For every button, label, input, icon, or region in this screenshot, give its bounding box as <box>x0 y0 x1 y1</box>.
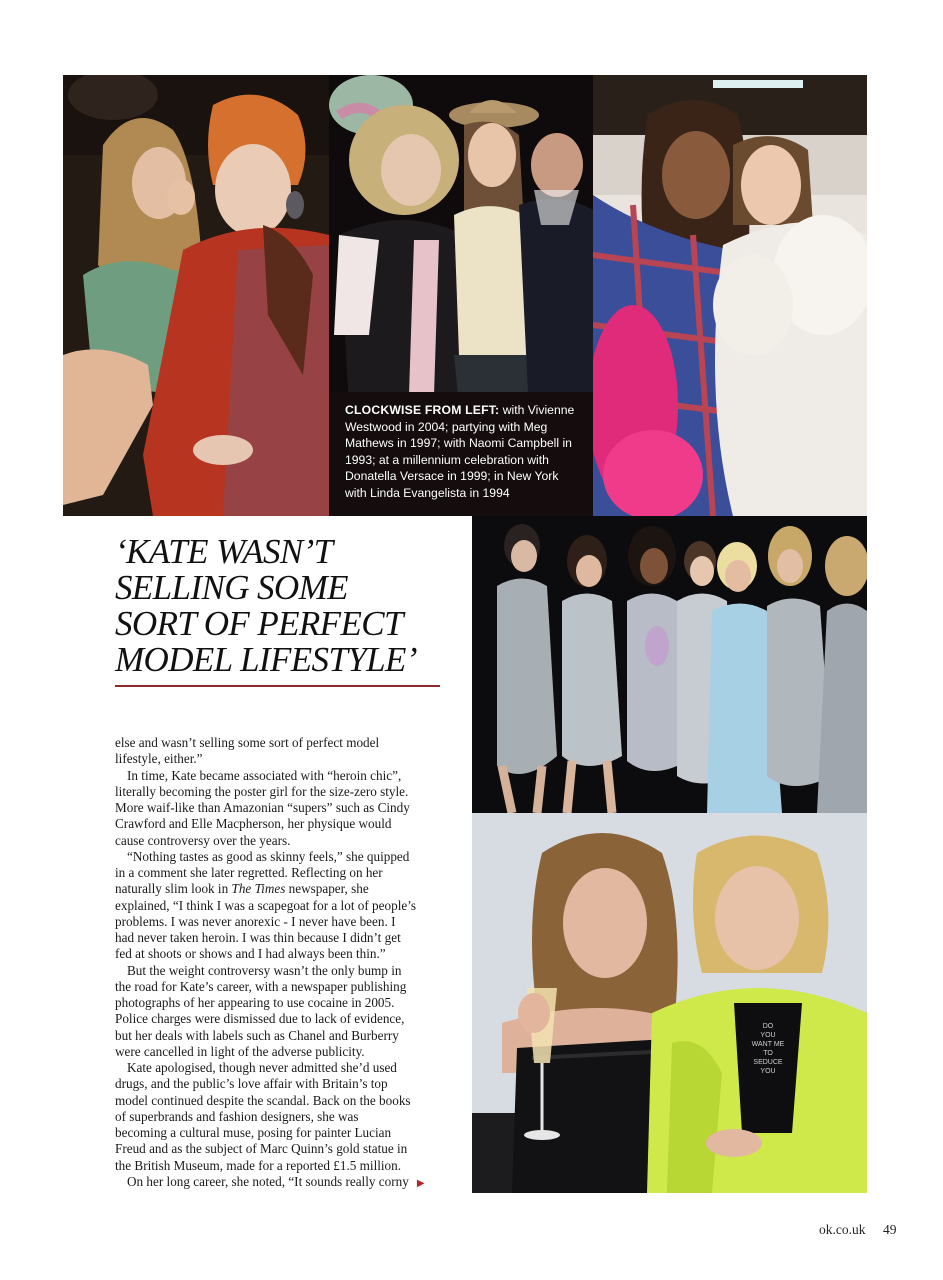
tshirt-text: TO <box>763 1050 773 1057</box>
tshirt-text: WANT ME <box>751 1041 785 1048</box>
body-line: fed at shoots or shows and I had always been thin.” <box>115 946 386 962</box>
pull-quote-line: MODEL LIFESTYLE’ <box>115 640 417 679</box>
body-line: the British Museum, made for a reported £1.5 million. <box>115 1157 402 1173</box>
body-line: else and wasn’t selling some sort of perfect model <box>115 735 380 750</box>
caption-line: Westwood in 2004; partying with Meg <box>345 419 548 434</box>
body-line <box>115 1174 445 1192</box>
photo-kate-with-naomi-campbell <box>593 75 867 516</box>
pull-quote <box>115 534 445 678</box>
body-line: were cancelled in light of the adverse publicity. <box>115 1043 365 1059</box>
tshirt-text: YOU <box>760 1068 776 1075</box>
body-line: photographs of her appearing to use cocaine in 2005. <box>115 995 395 1010</box>
caption-line: Mathews in 1997; with Naomi Campbell in <box>345 436 572 451</box>
pull-quote-line: SORT OF PERFECT <box>115 604 403 643</box>
publication-name: The Times <box>231 881 286 897</box>
body-line: Police charges were dismissed due to lack of evidence, <box>115 1011 405 1027</box>
caption-line: 1993; at a millennium celebration with <box>345 452 549 467</box>
body-line: lifestyle, either.” <box>115 751 203 767</box>
photo-caption <box>345 402 585 502</box>
folio-website: ok.co.uk <box>819 1222 866 1237</box>
photo-kate-with-vivienne-westwood <box>63 75 329 516</box>
body-line: Crawford and Elle Macpherson, her physique would <box>115 816 392 832</box>
body-line: In time, Kate became associated with “heroin chic”, <box>127 767 402 783</box>
pull-quote-line: SELLING SOME <box>115 568 348 607</box>
body-line: model continued despite the scandal. Back on the books <box>115 1092 411 1108</box>
body-line: cause controversy over the years. <box>115 832 291 848</box>
article-body <box>115 735 445 1192</box>
caption-lead: CLOCKWISE FROM LEFT: <box>345 403 500 417</box>
photo-kate-with-donatella-versace <box>472 516 867 813</box>
caption-line: with Linda Evangelista in 1994 <box>345 485 510 500</box>
body-line-text: newspaper, she <box>285 881 369 897</box>
body-line: Kate apologised, though never admitted she’d used <box>127 1060 397 1075</box>
body-line: explained, “I think I was a scapegoat for a lot of people’s <box>115 897 417 913</box>
tshirt-text: YOU <box>760 1032 776 1039</box>
caption-line: with Vivienne <box>502 403 575 417</box>
triangle-right-icon: ▶ <box>416 1177 425 1189</box>
caption-line: Donatella Versace in 1999; in New York <box>345 469 559 484</box>
photo-kate-with-linda-evangelista <box>472 813 867 1193</box>
body-line: but her deals with labels such as Chanel and Burberry <box>115 1027 399 1043</box>
body-line: But the weight controversy wasn’t the only bump in <box>127 962 402 978</box>
body-line: the road for Kate’s career, with a newspaper publishing <box>115 978 407 994</box>
body-line: “Nothing tastes as good as skinny feels,” she quipped <box>127 848 410 864</box>
body-line: Freud and as the subject of Marc Quinn’s gold statue in <box>115 1141 408 1157</box>
body-line: in a comment she later regretted. Reflecting on her <box>115 865 383 880</box>
page-number: 49 <box>883 1222 897 1237</box>
body-line: literally becoming the poster girl for the size-zero style. <box>115 783 409 799</box>
body-line: becoming a cultural muse, posing for painter Lucian <box>115 1125 392 1140</box>
body-line: of superbrands and fashion designers, she was <box>115 1108 359 1124</box>
tshirt-text: SEDUCE <box>753 1059 783 1066</box>
pull-quote-divider <box>115 685 440 687</box>
body-line: More waif-like than Amazonian “supers” such as Cindy <box>115 800 410 815</box>
pull-quote-line: ‘KATE WASN’T <box>115 532 333 571</box>
body-line: problems. I was never anorexic - I never have been. I <box>115 913 396 929</box>
body-line-text: naturally slim look in <box>115 881 229 897</box>
tshirt-text: DO <box>762 1023 774 1030</box>
body-line-text: On her long career, she noted, “It sounds really corny <box>127 1173 409 1189</box>
body-line: drugs, and the public’s love affair with Britain’s top <box>115 1076 388 1092</box>
body-line: had never taken heroin. I was thin because I didn’t get <box>115 930 401 945</box>
body-line <box>115 881 445 897</box>
